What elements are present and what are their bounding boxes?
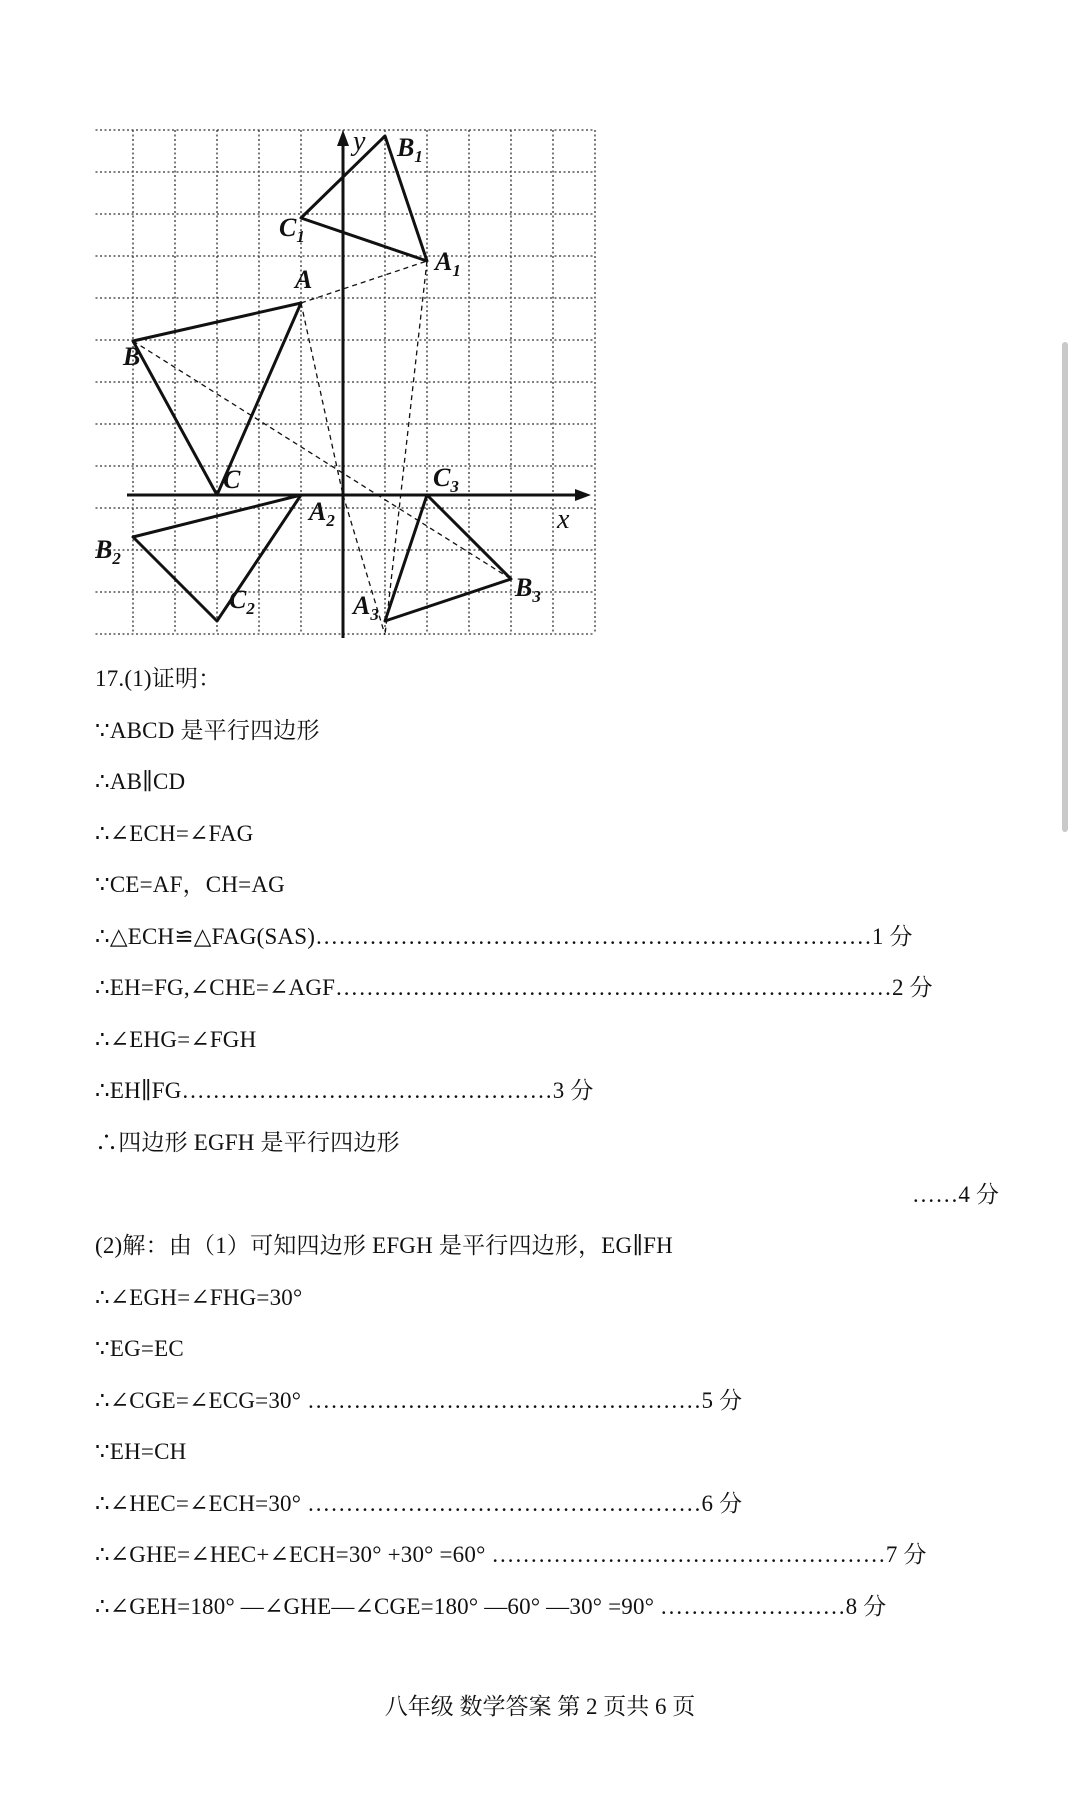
dashed-line-A-A1 — [301, 261, 427, 303]
point-label-A2: $A_2$ — [309, 497, 335, 530]
answer-line-score-5: ∴∠CGE=∠ECG=30° ……………………………………………5 分 — [95, 1388, 743, 1413]
x-axis-arrow-icon — [575, 489, 591, 501]
answer-line-score-4: ……4 分 — [912, 1182, 1000, 1207]
answer-line: ∵CE=AF，CH=AG — [95, 872, 285, 897]
y-axis-arrow-icon — [337, 130, 349, 146]
point-label-B1: $B_1$ — [397, 133, 423, 166]
point-label-C3: $C_3$ — [433, 463, 459, 496]
answer-line-score-6: ∴∠HEC=∠ECH=30° ……………………………………………6 分 — [95, 1491, 743, 1516]
answer-line: ∴∠EHG=∠FGH — [95, 1027, 257, 1052]
answer-line-score-8: ∴∠GEH=180° —∠GHE—∠CGE=180° —60° —30° =90° ……………………8 分 — [95, 1594, 887, 1619]
triangle-A3B3C3 — [385, 495, 511, 621]
point-label-A3: $A_3$ — [353, 591, 379, 624]
answer-line: ∴∠EGH=∠FHG=30° — [95, 1285, 303, 1310]
dashed-line-A1-A3 — [385, 261, 427, 635]
y-axis-label: y — [353, 128, 366, 157]
answer-line-score-3: ∴EH∥FG…………………………………………3 分 — [95, 1078, 594, 1103]
grid-lines — [95, 130, 595, 634]
point-label-C1: $C_1$ — [279, 213, 305, 246]
page-footer: 八年级 数学答案 第 2 页共 6 页 — [384, 1694, 696, 1719]
answer-line-score-2: ∴EH=FG,∠CHE=∠AGF………………………………………………………………2 分 — [95, 975, 933, 1000]
scrollbar-thumb[interactable] — [1062, 342, 1068, 832]
answer-line: ∵ABCD 是平行四边形 — [95, 718, 320, 743]
point-label-B: B — [123, 342, 141, 371]
point-label-C2: $C_2$ — [229, 585, 255, 618]
coordinate-grid-svg — [95, 128, 605, 648]
answer-line: ∵EG=EC — [95, 1336, 184, 1361]
point-label-A: A — [295, 265, 313, 294]
answer-line-17-1-header: 17.(1)证明： — [95, 666, 222, 691]
point-label-B2: $B_2$ — [95, 535, 121, 568]
answer-line: ∴∠ECH=∠FAG — [95, 821, 254, 846]
answer-line: ∴四边形 EGFH 是平行四边形 — [95, 1130, 400, 1155]
answer-line-17-2-header: (2)解：由（1）可知四边形 EFGH 是平行四边形，EG∥FH — [95, 1233, 673, 1258]
answer-line: ∴AB∥CD — [95, 769, 186, 794]
x-axis-label: x — [557, 504, 570, 535]
answer-line-score-1: ∴△ECH≌△FAG(SAS)………………………………………………………………1 分 — [95, 924, 913, 949]
point-label-B3: $B_3$ — [515, 573, 541, 606]
point-label-C: C — [223, 465, 241, 494]
coordinate-grid-figure — [95, 128, 605, 648]
answer-line: ∵EH=CH — [95, 1439, 187, 1464]
dashed-line-B-B3 — [133, 341, 511, 579]
point-label-A1: $A_1$ — [435, 247, 461, 280]
answer-line-score-7: ∴∠GHE=∠HEC+∠ECH=30° +30° =60° ……………………………………………7 分 — [95, 1542, 927, 1567]
